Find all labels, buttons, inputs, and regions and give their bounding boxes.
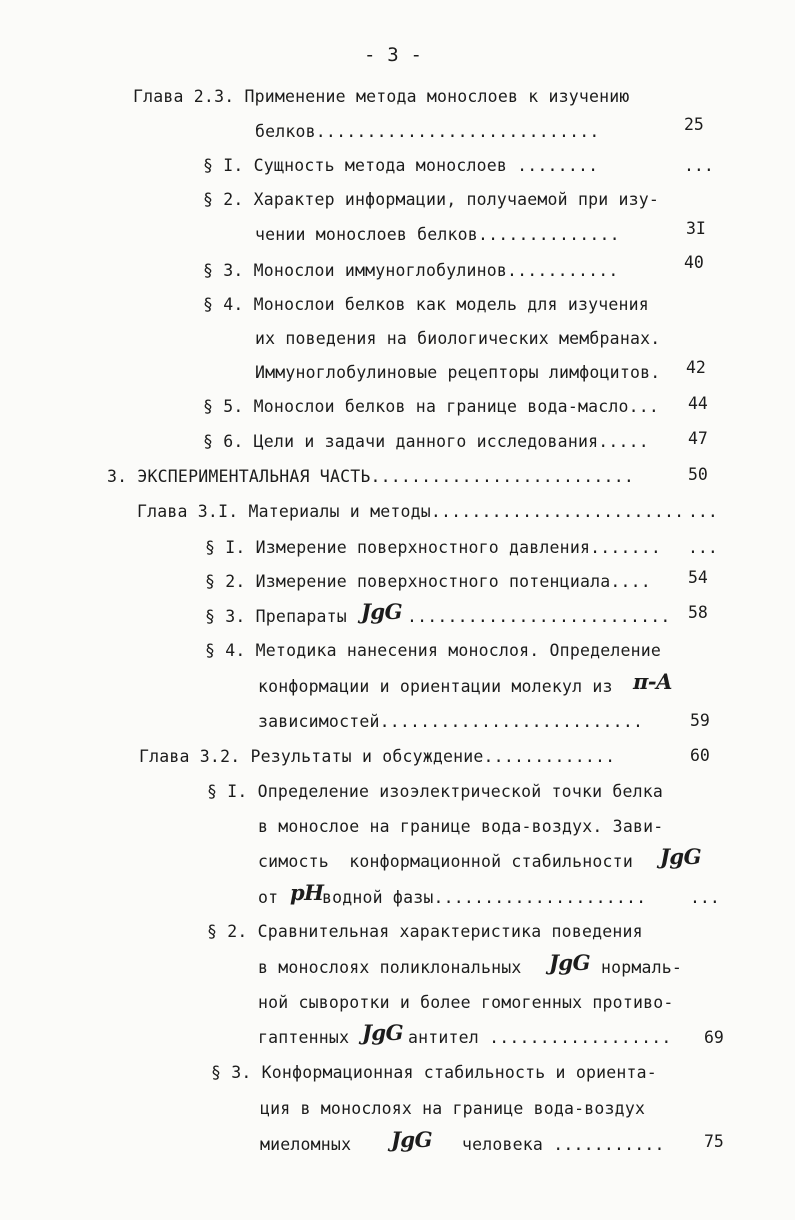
toc-line-section-3: 3. ЭКСПЕРИМЕНТАЛЬНАЯ ЧАСТЬ.......................... xyxy=(107,467,634,486)
toc-line: § 2. Сравнительная характеристика поведения xyxy=(207,922,643,941)
toc-line: § 6. Цели и задачи данного исследования..... xyxy=(203,432,649,451)
toc-line: чении монослоев белков.............. xyxy=(255,225,620,244)
toc-line: ция в монослоях на границе вода-воздух xyxy=(260,1099,646,1118)
toc-line: § I. Измерение поверхностного давления....... xyxy=(205,538,662,557)
toc-line-leader: водной фазы..................... xyxy=(322,888,647,907)
page-ref: ... xyxy=(688,538,718,557)
page-ref: 47 xyxy=(688,429,708,448)
toc-line-chapter-3-2: Глава 3.2. Результаты и обсуждение............. xyxy=(139,747,616,766)
igg-handwritten: JgG xyxy=(362,1020,404,1045)
toc-line: § I. Сущность метода монослоев ........ xyxy=(203,156,599,175)
pi-a-handwritten: π-A xyxy=(633,669,672,694)
toc-line: от xyxy=(258,888,279,907)
toc-line: зависимостей.......................... xyxy=(258,712,644,731)
ph-handwritten: pH xyxy=(290,880,324,905)
igg-handwritten: JgG xyxy=(660,844,702,869)
page-number: - 3 - xyxy=(364,44,423,66)
toc-line-leader: антител .................. xyxy=(408,1028,672,1047)
toc-line-leader: человека ........... xyxy=(462,1135,665,1154)
toc-line: § 2. Характер информации, получаемой при изу- xyxy=(203,190,660,209)
toc-line: § 2. Измерение поверхностного потенциала.... xyxy=(205,572,651,591)
toc-line-leader: .......................... xyxy=(407,607,671,626)
page-ref: 54 xyxy=(688,568,708,587)
page-ref: 69 xyxy=(704,1028,724,1047)
toc-line: белков............................ xyxy=(255,122,600,141)
toc-line: § 3. Конформационная стабильность и ориента- xyxy=(211,1063,657,1082)
toc-line: § 3. Монослои иммуноглобулинов........... xyxy=(203,261,619,280)
page-ref: 75 xyxy=(704,1132,724,1151)
igg-handwritten: JgG xyxy=(361,599,403,624)
page-ref: ... xyxy=(684,156,714,175)
page-ref: ... xyxy=(688,502,718,521)
toc-line: гаптенных xyxy=(258,1028,350,1047)
page-ref: 42 xyxy=(686,358,706,377)
page-ref: 58 xyxy=(688,603,708,622)
toc-line: Иммуноглобулиновые рецепторы лимфоцитов. xyxy=(255,363,661,382)
toc-line: в монослое на границе вода-воздух. Зави- xyxy=(258,817,664,836)
page-ref: 3I xyxy=(686,219,706,238)
toc-line: § 5. Монослои белков на границе вода-масло... xyxy=(203,397,660,416)
toc-line: § I. Определение изоэлектрической точки белка xyxy=(207,782,664,801)
toc-line: их поведения на биологических мембранах. xyxy=(255,329,661,348)
toc-line: § 3. Препараты xyxy=(205,607,347,626)
page-ref: 44 xyxy=(688,394,708,413)
toc-line: конформации и ориентации молекул из xyxy=(258,677,613,696)
toc-line: нормаль- xyxy=(601,958,683,977)
toc-line: миеломных xyxy=(260,1135,352,1154)
page-ref: ... xyxy=(690,888,720,907)
toc-line: в монослоях поликлональных xyxy=(258,958,522,977)
page-ref: 50 xyxy=(688,465,708,484)
toc-line: § 4. Методика нанесения монослоя. Определение xyxy=(205,641,662,660)
igg-handwritten: JgG xyxy=(391,1127,433,1152)
toc-line: § 4. Монослои белков как модель для изучения xyxy=(203,295,649,314)
page-ref: 25 xyxy=(684,115,704,134)
toc-line-chapter-2-3: Глава 2.3. Применение метода монослоев к изучению xyxy=(133,87,630,106)
page-ref: 60 xyxy=(690,746,710,765)
page-ref: 40 xyxy=(684,253,704,272)
toc-line-chapter-3-1: Глава 3.I. Материалы и методы......................... xyxy=(137,502,685,521)
toc-line: ной сыворотки и более гомогенных противо- xyxy=(258,993,674,1012)
toc-line: симость конформационной стабильности xyxy=(258,852,633,871)
page-ref: 59 xyxy=(690,711,710,730)
igg-handwritten: JgG xyxy=(549,950,591,975)
